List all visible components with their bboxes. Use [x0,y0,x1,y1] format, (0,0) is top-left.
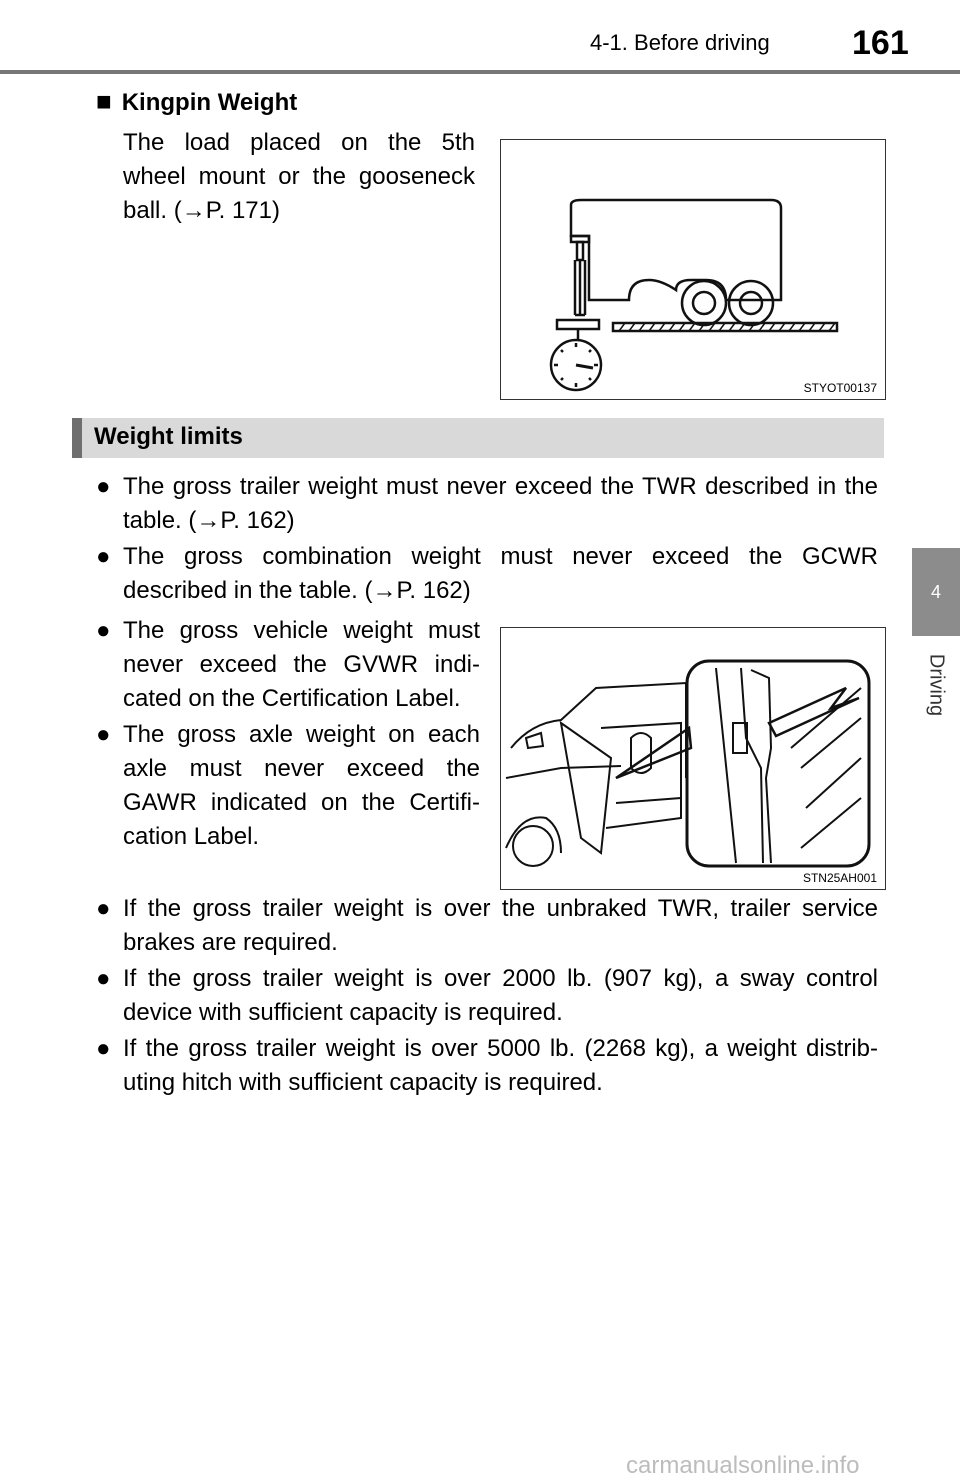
certification-label-figure [500,627,886,890]
chapter-tab: 4 [912,548,960,636]
header-section-title: 4-1. Before driving [590,30,770,55]
watermark: carmanualsonline.info [626,1452,860,1479]
bullet-icon: ● [96,617,111,644]
chapter-label-text: Driving [925,653,948,717]
bullet-icon: ● [96,721,111,748]
kingpin-description: The load placed on the 5th wheel mount or the gooseneck ball. (→P. 171) [123,129,475,224]
list-item-text: If the gross trailer weight is over 2000 lb. (907 kg), a sway control device with sufficient capacity is required. [123,965,878,1026]
square-bullet-icon: ■ [96,86,112,116]
header-rule [0,70,960,74]
list-item-text: The gross axle weight on each axle must never exceed the GAWR indicated on the Certifi- cation Label. [123,721,480,850]
bullet-icon: ● [96,1035,111,1062]
kingpin-heading [96,86,297,117]
list-item-text: If the gross trailer weight is over the unbraked TWR, trailer service brakes are required. [123,895,878,956]
section-header-weight-limits [72,418,884,458]
page-number: 161 [852,24,909,62]
trailer-scale-illustration [501,140,885,399]
door-label-illustration [501,628,885,889]
chapter-label [912,640,960,730]
kingpin-heading-text: Kingpin Weight [121,89,298,116]
list-item-text: If the gross trailer weight is over 5000 lb. (2268 kg), a weight distrib- uting hitch with sufficient capacity is required. [123,1035,878,1096]
bullet-icon: ● [96,895,111,922]
figure-id: STN25AH001 [802,871,877,885]
list-item-text: The gross combination weight must never exceed the GCWR described in the table. (→P. 162) [123,543,878,604]
list-item-text: The gross vehicle weight must never exceed the GVWR indi- cated on the Certification Label. [123,617,480,712]
figure-id: STYOT00137 [803,381,877,395]
bullet-icon: ● [96,543,111,570]
list-item-text: The gross trailer weight must never exceed the TWR described in the table. (→P. 162) [123,473,878,534]
bullet-icon: ● [96,473,111,500]
bullet-icon: ● [96,965,111,992]
kingpin-figure [500,139,886,400]
section-title: Weight limits [94,423,243,450]
